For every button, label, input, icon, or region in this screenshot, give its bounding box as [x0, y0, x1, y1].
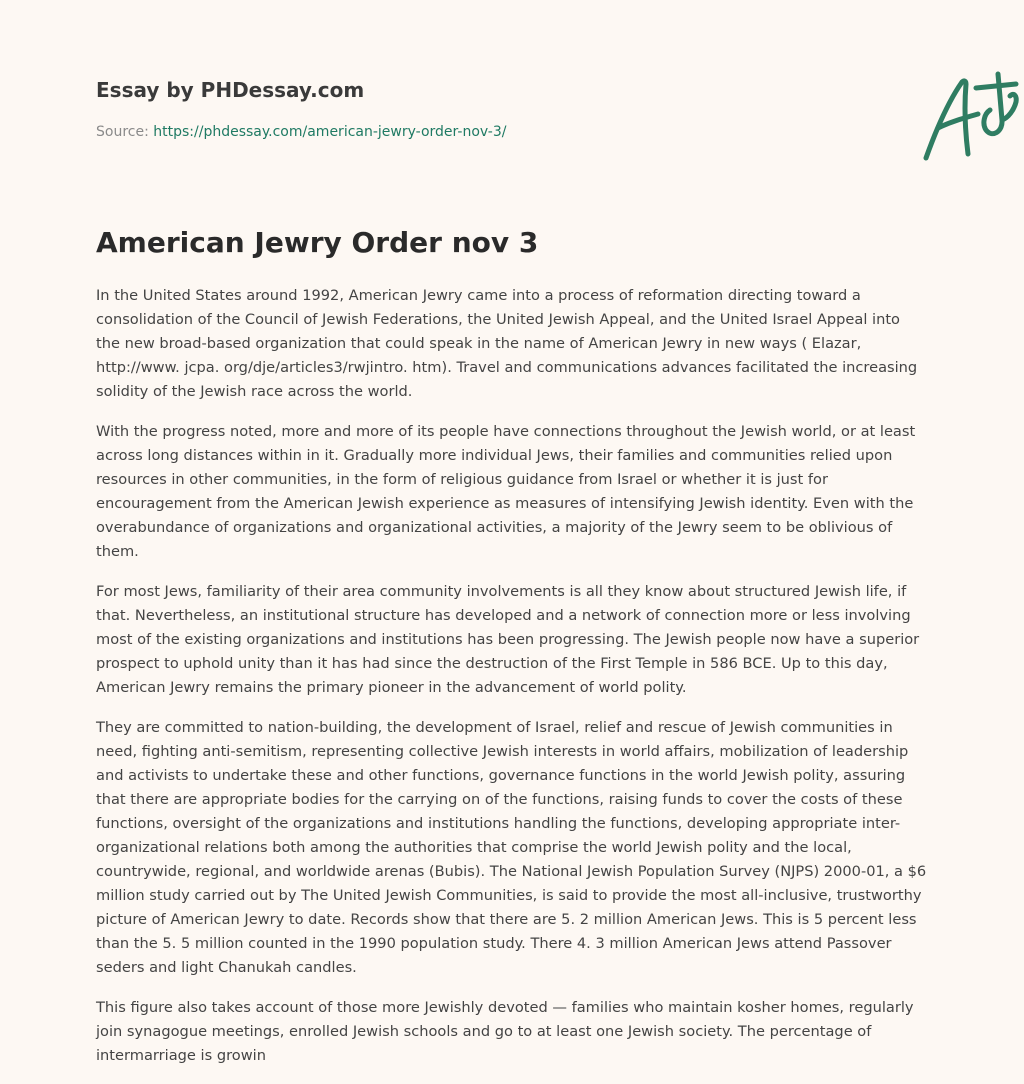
- paragraph: They are committed to nation-building, the development of Israel, relief and rescue of Jewish communities in need, fighting anti-semitism, representing collective Jewish interests in world affairs, mobilization of leadership and activists to undertake these and other functions, governance functions in the world Jewish polity, assuring that there are appropriate bodies for the carrying on of the functions, raising funds to cover the costs of these functions, oversight of the organizations and institutions handling the functions, developing appropriate inter-organizational relations both among the authorities that comprise the world Jewish polity and the local, countrywide, regional, and worldwide arenas (Bubis). The National Jewish Population Survey (NJPS) 2000-01, a $6 million study carried out by The United Jewish Communities, is said to provide the most all-inclusive, trustworthy picture of American Jewry to date. Records show that there are 5. 2 million American Jews. This is 5 percent less than the 5. 5 million counted in the 1990 population study. There 4. 3 million American Jews attend Passover seders and light Chanukah candles.: [96, 719, 927, 976]
- paragraph: For most Jews, familiarity of their area community involvements is all they know about structured Jewish life, if that. Nevertheless, an institutional structure has developed and a network of connection more or less involving most of the existing organizations and institutions has been progressing. The Jewish people now have a superior prospect to uphold unity than it has had since the destruction of the First Temple in 586 BCE. Up to this day, American Jewry remains the primary pioneer in the advancement of world polity.: [96, 583, 920, 696]
- source-label: Source:: [96, 124, 154, 140]
- source-line: [96, 124, 506, 140]
- a-plus-logo-icon: [918, 68, 1024, 164]
- essay-title: American Jewry Order nov 3: [96, 226, 539, 259]
- paragraph: With the progress noted, more and more of its people have connections throughout the Jewish world, or at least across long distances within in it. Gradually more individual Jews, their families and communities relied upon resources in other communities, in the form of religious guidance from Israel or whether it is just for encouragement from the American Jewish experience as measures of intensifying Jewish identity. Even with the overabundance of organizations and organizational activities, a majority of the Jewry seem to be oblivious of them.: [96, 423, 916, 560]
- site-brand: Essay by PHDessay.com: [96, 78, 365, 102]
- paragraph: In the United States around 1992, American Jewry came into a process of reformation directing toward a consolidation of the Council of Jewish Federations, the United Jewish Appeal, and the United Israel Appeal into the new broad-based organization that could speak in the name of American Jewry in new ways ( Elazar, http://www. jcpa. org/dje/articles3/rwjintro. htm). Travel and communications advances facilitated the increasing solidity of the Jewish race across the world.: [96, 287, 918, 400]
- source-link[interactable]: https://phdessay.com/american-jewry-order-nov-3/: [153, 124, 507, 140]
- essay-body: [96, 284, 928, 1084]
- paragraph: This figure also takes account of those more Jewishly devoted — families who maintain kosher homes, regularly join synagogue meetings, enrolled Jewish schools and go to at least one Jewish society. The percentage of intermarriage is growin: [96, 999, 914, 1064]
